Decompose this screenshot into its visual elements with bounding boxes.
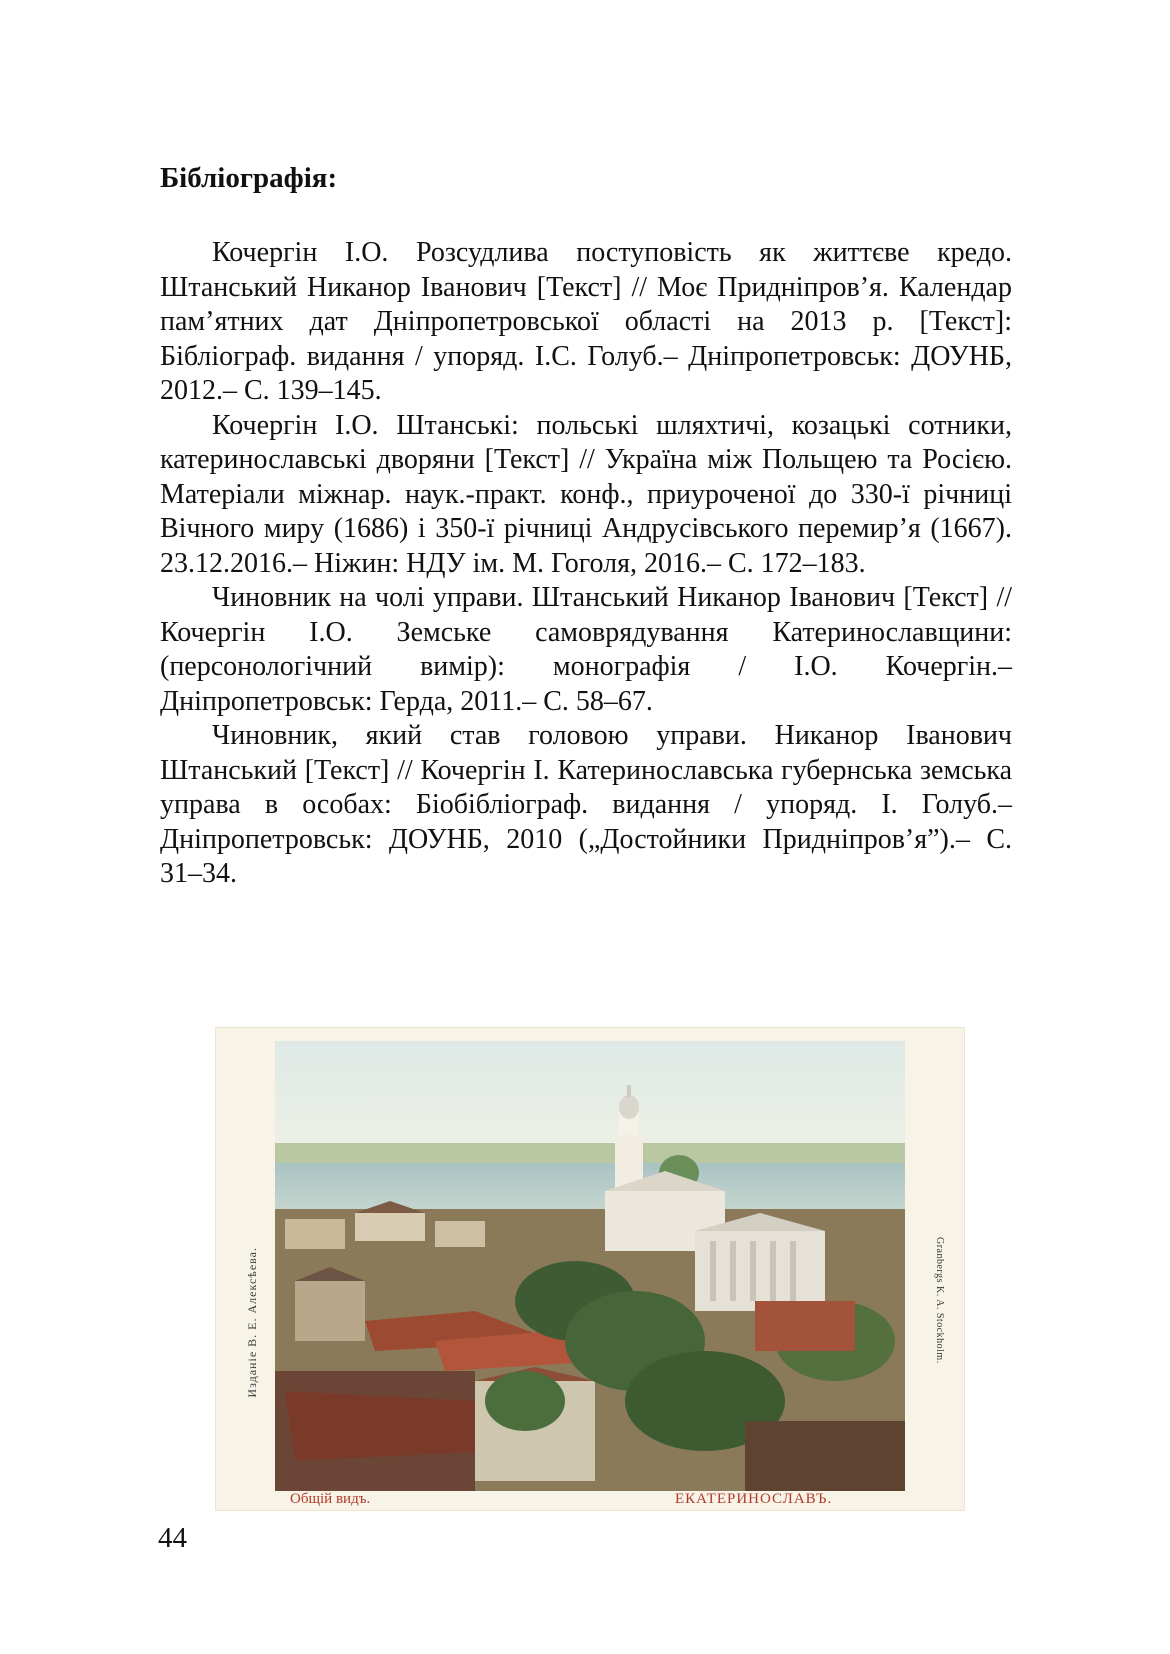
postcard-caption-right: ЕКАТЕРИНОСЛАВЪ. (675, 1491, 833, 1507)
bibliography-entry: Кочергін І.О. Розсудлива поступовість як життєве кредо. Штанський Никанор Іванович [Текст] // Моє Придніпров’я. Календар пам’ятних дат Дніпропетровської області на 2013 р. [Текст]: Бібліограф. видання / упоряд. І.С. Голуб.– Дніпропетровськ: ДОУНБ, 2012.– С. 139–145. (160, 237, 1012, 406)
postcard-caption-left: Общій видъ. (290, 1491, 371, 1507)
postcard-printer-text: Granbergs K. A. Stockholm. (934, 1237, 945, 1364)
bibliography-entry: Чиновник на чолі управи. Штанський Никанор Іванович [Текст] // Кочергін І.О. Земське самоврядування Катеринославщини: (персонологічний вимір): монографія / І.О. Кочергін.– Дніпропетровськ: Герда, 2011.– С. 58–67. (160, 582, 1012, 717)
bibliography-heading: Бібліографія: (160, 162, 338, 194)
page-number: 44 (158, 1522, 187, 1554)
bibliography-list (160, 236, 1012, 892)
bibliography-entry: Чиновник, який став головою управи. Никанор Іванович Штанський [Текст] // Кочергін І. Катеринославська губернська земська управа в особах: Біобібліограф. видання / упоряд. І. Голуб.– Дніпропетровськ: ДОУНБ, 2010 („Достойники Придніпров’я”).– С. 31–34. (160, 720, 1012, 889)
city-panorama-photo (275, 1041, 905, 1491)
postcard-image (215, 1027, 965, 1511)
bibliography-entry: Кочергін І.О. Штанські: польські шляхтичі, козацькі сотники, катеринославські дворяни [Текст] // Україна між Польщею та Росією. Матеріали міжнар. наук.-практ. конф., приуроченої до 330-ї річниці Вічного миру (1686) і 350-ї річниці Андрусівського перемир’я (1667). 23.12.2016.– Ніжин: НДУ ім. М. Гоголя, 2016.– С. 172–183. (160, 409, 1012, 579)
postcard-publisher-text: Изданіе В. Е. Алексѣева. (245, 1247, 259, 1398)
